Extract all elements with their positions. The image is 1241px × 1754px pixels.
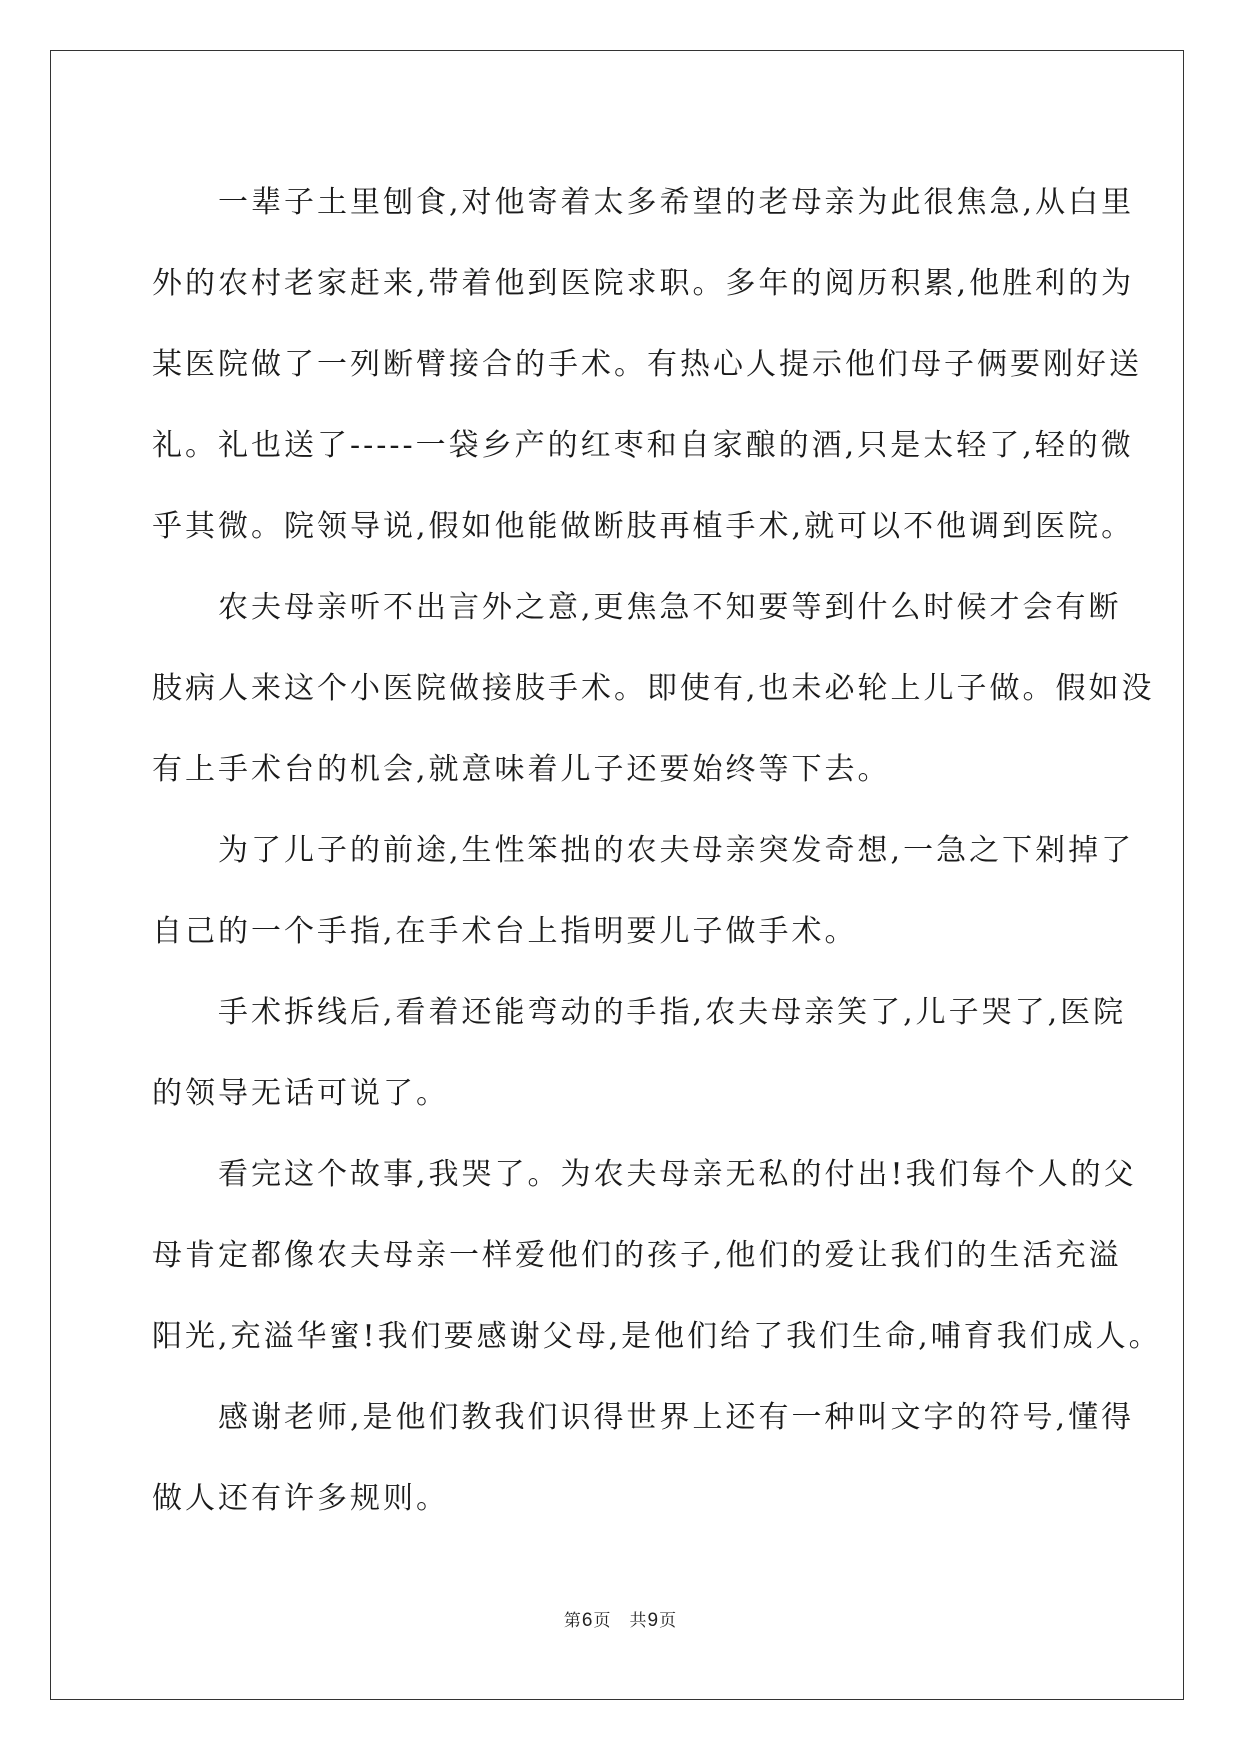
text-line: 母肯定都像农夫母亲一样爱他们的孩子,他们的爱让我们的生活充溢 [152, 1238, 1122, 1273]
text-line: 为了儿子的前途,生性笨拙的农夫母亲突发奇想,一急之下剁掉了 [218, 833, 1135, 868]
document-body [152, 162, 1162, 1539]
text-line: 做人还有许多规则。 [152, 1481, 449, 1516]
paragraph-1 [152, 162, 1142, 567]
page-number-suffix: 页 [593, 1611, 612, 1631]
text-line: 感谢老师,是他们教我们识得世界上还有一种叫文字的符号,懂得 [218, 1400, 1135, 1435]
text-line: 外的农村老家赶来,带着他到医院求职。多年的阅历积累,他胜利的为 [152, 266, 1135, 301]
text-line: 的领导无话可说了。 [152, 1076, 449, 1111]
page-footer [0, 1606, 1241, 1632]
paragraph-5 [152, 1134, 1162, 1377]
text-line: 看完这个故事,我哭了。为农夫母亲无私的付出!我们每个人的父 [218, 1157, 1137, 1192]
page-number-current: 6 [581, 1610, 594, 1631]
paragraph-3 [152, 810, 1135, 972]
page-number-prefix: 第 [563, 1611, 582, 1631]
page-total-prefix: 共 [629, 1611, 648, 1631]
text-line: 自己的一个手指,在手术台上指明要儿子做手术。 [152, 914, 858, 949]
paragraph-4 [152, 972, 1127, 1134]
text-line: 某医院做了一列断臂接合的手术。有热心人提示他们母子俩要刚好送 [152, 347, 1142, 382]
text-line: 乎其微。院领导说,假如他能做断肢再植手术,就可以不他调到医院。 [152, 509, 1135, 544]
text-line: 有上手术台的机会,就意味着儿子还要始终等下去。 [152, 752, 891, 787]
text-line: 肢病人来这个小医院做接肢手术。即使有,也未必轮上儿子做。假如没 [152, 671, 1155, 706]
text-line: 礼。礼也送了-----一袋乡产的红枣和自家酿的酒,只是太轻了,轻的微 [152, 428, 1134, 463]
paragraph-6 [152, 1377, 1135, 1539]
paragraph-2 [152, 567, 1155, 810]
text-line: 阳光,充溢华蜜!我们要感谢父母,是他们给了我们生命,哺育我们成人。 [152, 1319, 1162, 1354]
page-number-total: 9 [647, 1610, 660, 1631]
page-total-suffix: 页 [659, 1611, 678, 1631]
text-line: 农夫母亲听不出言外之意,更焦急不知要等到什么时候才会有断 [218, 590, 1122, 625]
text-line: 一辈子土里刨食,对他寄着太多希望的老母亲为此很焦急,从白里 [218, 185, 1135, 220]
text-line: 手术拆线后,看着还能弯动的手指,农夫母亲笑了,儿子哭了,医院 [218, 995, 1127, 1030]
